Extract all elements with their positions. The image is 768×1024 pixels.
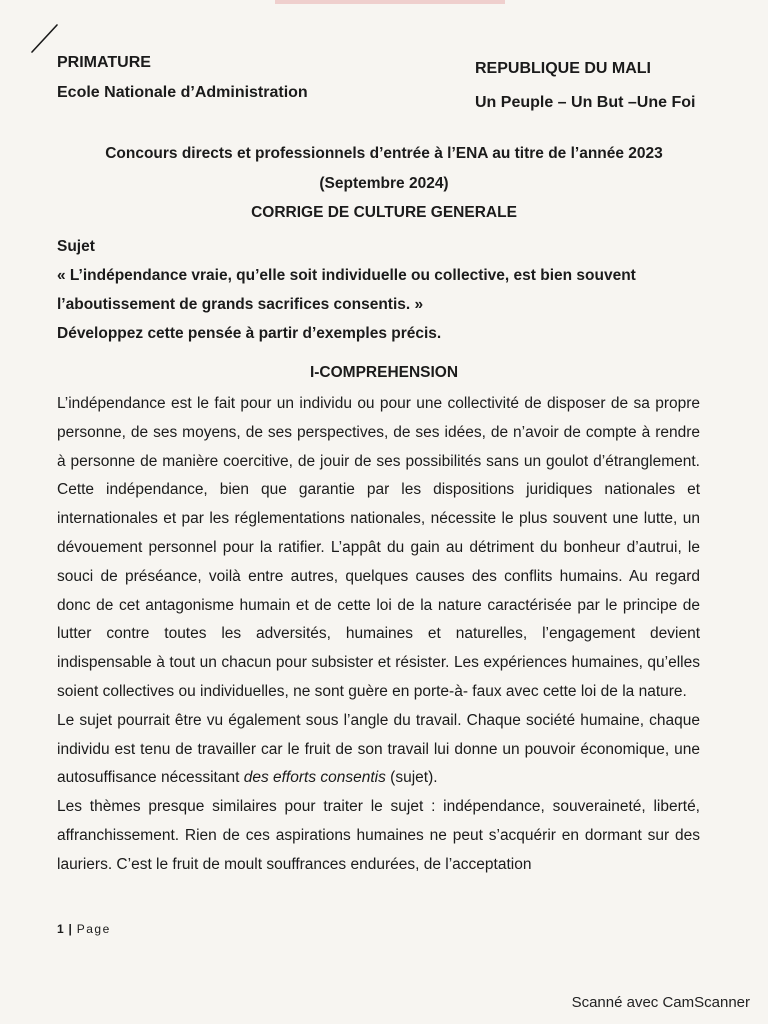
- page-label: Page: [76, 922, 111, 936]
- paragraph-2-italic: des efforts consentis: [243, 769, 386, 787]
- section-body: [57, 390, 700, 880]
- country-name: REPUBLIQUE DU MALI: [475, 60, 651, 77]
- pen-stroke-mark: [30, 22, 60, 54]
- document-title: CORRIGE DE CULTURE GENERALE: [251, 204, 517, 221]
- institution-primature: PRIMATURE: [57, 54, 151, 71]
- subject-block: [57, 232, 711, 348]
- paragraph-2-start: Le sujet pourrait être vu également sous l’angle du travail. Chaque société humaine, chaque individu est tenu de travailler car le fruit de son travail lui donne un pouvoir économique, une autosuffisance nécessitant: [57, 711, 700, 787]
- header-left: [57, 50, 308, 110]
- scanner-watermark: Scanné avec CamScanner: [571, 994, 750, 1011]
- paragraph-3: Les thèmes presque similaires pour traiter le sujet : indépendance, souveraineté, liberté, affranchissement. Rien de ces aspirations humaines ne peut s’acquérir en dormant sur des lauriers. C’est le fruit de moult souffrances endurées, de l’acceptation: [57, 798, 700, 873]
- subject-quote: « L’indépendance vraie, qu’elle soit individuelle ou collective, est bien souvent l’aboutissement de grands sacrifices consentis. »: [57, 267, 636, 313]
- exam-date: (Septembre 2024): [319, 175, 449, 192]
- exam-title: Concours directs et professionnels d’entrée à l’ENA au titre de l’année 2023: [105, 145, 663, 162]
- subject-instruction: Développez cette pensée à partir d’exemples précis.: [57, 325, 442, 342]
- scan-edge-mark: [275, 0, 505, 4]
- page-separator: |: [68, 922, 72, 936]
- subject-label: Sujet: [57, 238, 95, 255]
- header-right: [475, 54, 695, 122]
- institution-ena: Ecole Nationale d’Administration: [57, 84, 308, 101]
- section-title: I-COMPREHENSION: [309, 364, 459, 381]
- country-motto: Un Peuple – Un But –Une Foi: [475, 94, 696, 111]
- page-footer: [57, 922, 111, 936]
- page-number: 1: [57, 922, 64, 936]
- paragraph-1: L’indépendance est le fait pour un individu ou pour une collectivité de disposer de sa propre personne, de ses moyens, de ses perspectives, de ses idées, de n’avoir de compte à rendre à personne de manière coercitive, de jouir de ses possibilités sans un goulot d’étranglement. Cette indépendance, bien que garantie par les dispositions juridiques nationales et internationales et par les réglementations nationales, nécessite le plus souvent une lutte, un dévouement personnel pour la ratifier. L’appât du gain au détriment du bonheur d’autrui, le souci de préséance, voilà entre autres, quelques causes des conflits humains. Au regard donc de cet antagonisme humain et de cette loi de la nature caractérisée par le principe de lutter contre toutes les adversités, humaines et naturelles, l’engagement devient indispensable à tout un chacun pour subsister et résister. Les expériences humaines, qu’elles soient collectives ou individuelles, ne sont guère en porte-à- faux avec cette loi de la nature.: [57, 395, 700, 700]
- paragraph-2-end: (sujet).: [385, 769, 438, 787]
- paragraph-2: [57, 707, 700, 793]
